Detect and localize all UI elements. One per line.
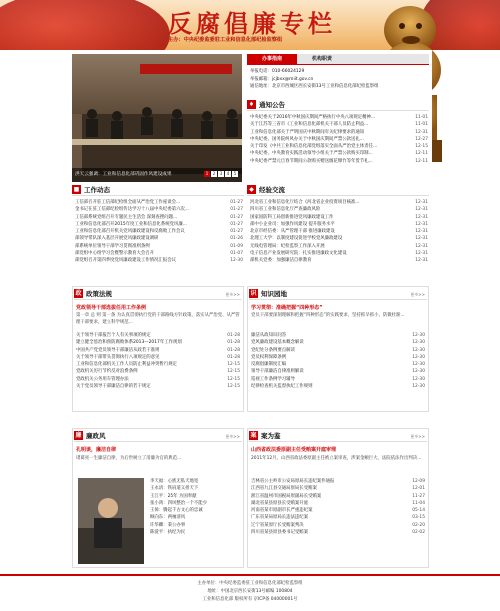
list-item-date: 12-30 — [412, 347, 425, 353]
policy-lead-text: 第一章 总 则 第一条 为认真贯彻执行党的干部路线方针政策，落实从严治党、从严管理干部要求，建立科学规范... — [76, 313, 240, 325]
list-item-date: 12-15 — [227, 369, 240, 375]
list-item-title[interactable]: 部党组召开第四季度党风廉政建设工作情况汇报会议 — [75, 258, 176, 264]
list-item-date: 12-31 — [415, 236, 428, 242]
list-item-date: 01-27 — [230, 221, 243, 227]
list-item-title[interactable]: 部领导带队深入基层开展党风廉政建设调研 — [75, 236, 159, 242]
list-item-title[interactable]: 金书记在驻工信部纪检组传达学习十八届中央纪委第六次... — [75, 207, 189, 213]
list-item-date: 01-09 — [230, 243, 243, 249]
list-item-date: 01-27 — [230, 200, 243, 205]
list-item[interactable] — [76, 339, 240, 346]
knowledge-lead-text: 党员干部要深刻理解和把握“四种形态”的实践要求，坚持抓早抓小，防微杜渐... — [251, 313, 405, 318]
slideshow-caption[interactable]: 洪天云强调：工业和信息化部巩固作风建设成果 1 2 3 4 5 — [72, 168, 242, 182]
list-item-date: 05-14 — [412, 508, 425, 514]
list-item[interactable] — [75, 214, 243, 221]
list-item-date: 01-28 — [227, 340, 240, 346]
footer-copyright: 工业和信息化部 版权所有 京ICP备 04000001号 — [202, 597, 298, 602]
list-item-title[interactable]: 河南省某市原副市长严重违纪案 — [251, 508, 313, 514]
list-item-title[interactable]: 顾向东：两袖清风 — [150, 515, 186, 521]
list-item-date: 12-15 — [415, 144, 428, 150]
footer-address: 地址：中国北京西长安街13号邮编 100804 — [207, 589, 293, 594]
list-item[interactable] — [75, 250, 243, 257]
list-item[interactable] — [150, 493, 242, 500]
list-item-title[interactable]: 关于领导干部带头贯彻执行八项规定的意见 — [76, 354, 160, 360]
list-item-title[interactable]: 关于印发《中共工业和信息化部党组落实全面从严治党主体责任... — [250, 144, 378, 150]
list-item[interactable] — [250, 114, 428, 121]
slide-dot[interactable]: 4 — [226, 171, 230, 176]
list-item[interactable] — [250, 214, 428, 221]
list-item[interactable] — [250, 136, 428, 143]
list-item-title[interactable]: 纪律检查机关监督执纪工作规则 — [251, 384, 313, 390]
list-item[interactable] — [250, 158, 428, 165]
list-item[interactable] — [76, 354, 240, 361]
list-item-date: 12-30 — [230, 258, 243, 264]
list-item-title[interactable]: 陈爱平：执纪为民 — [150, 530, 186, 536]
cases-list — [251, 478, 425, 536]
work-header — [72, 184, 244, 196]
list-item[interactable] — [150, 485, 242, 492]
news-icon: ■ — [73, 186, 80, 193]
list-item-date: 12-11 — [415, 158, 428, 164]
list-item-title[interactable]: 国家国防科工局创新推进党风廉政建设工作 — [250, 214, 334, 220]
list-item[interactable] — [251, 493, 425, 500]
list-item-date: 12-31 — [415, 129, 428, 135]
list-item[interactable] — [150, 522, 242, 529]
list-item[interactable] — [75, 235, 243, 242]
list-item-date: 03-15 — [412, 515, 425, 521]
list-item-title[interactable]: 党纪处分条例要点解读 — [251, 347, 295, 353]
list-item[interactable] — [150, 529, 242, 536]
list-item[interactable] — [250, 235, 428, 242]
gavel-icon: 案 — [250, 432, 257, 439]
list-item[interactable] — [250, 199, 428, 206]
list-item-date: 12-01 — [412, 486, 425, 492]
list-item-date: 11-27 — [412, 493, 425, 499]
list-item-title[interactable]: 北京市经信委：从严管理干部 推进廉政建设 — [250, 229, 335, 235]
culture-lead-title[interactable]: 孔明谈，廉洁自律 — [76, 447, 117, 453]
list-item[interactable] — [251, 354, 425, 361]
list-item-title[interactable]: 李天福：心底无私天地宽 — [150, 479, 199, 484]
list-item-title[interactable]: 江西省九江县交通局原局长受贿案 — [251, 486, 317, 492]
list-item[interactable] — [251, 514, 425, 521]
list-item[interactable] — [75, 206, 243, 213]
list-item[interactable] — [251, 529, 425, 536]
list-item-title[interactable]: 王江平：25年 为国奉献 — [150, 493, 197, 499]
list-item[interactable] — [250, 243, 428, 250]
list-item-date: 12-30 — [412, 384, 425, 390]
culture-list — [150, 478, 242, 536]
notice-title: 通知公告 — [259, 101, 285, 109]
list-item-date: 12-30 — [412, 369, 425, 375]
contact-address: 通信地址：北京市西城区西长安街13号工业和信息化部纪检监察组 — [250, 84, 379, 89]
list-item-title[interactable]: 浙江省温州市国税局原副局长受贿案 — [251, 493, 322, 499]
list-item-date: 12-15 — [227, 376, 240, 382]
list-item[interactable] — [150, 507, 242, 514]
list-item-date: 12-15 — [227, 362, 240, 368]
list-item[interactable] — [250, 129, 428, 136]
cases-lead-text: 2011年12月，山西省政法委原副主任被立案审查，涉案金额巨大，法院依法作出判决... — [251, 456, 422, 461]
knowledge-list — [251, 332, 425, 390]
list-item-title[interactable]: 四川省工业和信息化厅严查廉政风险 — [250, 207, 321, 213]
list-item-title[interactable]: 工业和信息化部召开2015年度工业和信息化系统党风廉... — [75, 221, 187, 227]
contact-info — [250, 68, 430, 91]
list-item-title[interactable]: 王倬：腾起千古文心的忠诚 — [150, 508, 203, 514]
list-item-date: 12-15 — [227, 384, 240, 390]
list-item-title[interactable]: 许华卿：秉公办事 — [150, 522, 186, 528]
list-item-date: 01-07 — [230, 251, 243, 257]
list-item[interactable] — [251, 376, 425, 383]
list-item-date: 01-28 — [227, 354, 240, 360]
list-item-title[interactable]: 电子信息产业发展研究院：扎实推进廉政文化建设 — [250, 251, 347, 257]
list-item[interactable] — [250, 221, 428, 228]
list-item-title[interactable]: 党政机关厉行节约反对浪费条例 — [76, 369, 138, 375]
policy-more-link[interactable]: 更多>> — [225, 292, 240, 297]
list-item-date: 12-30 — [412, 376, 425, 382]
list-item[interactable] — [250, 250, 428, 257]
list-item-title[interactable]: 无线电管理局：纪检监察工作深入开展 — [250, 243, 325, 249]
list-item-date: 11-04 — [412, 500, 425, 506]
news-slideshow[interactable] — [72, 54, 242, 182]
portrait-photo[interactable] — [78, 478, 144, 564]
meeting-photo — [72, 94, 242, 164]
list-item[interactable] — [250, 150, 428, 157]
list-item-title[interactable]: 领导干部廉洁自律准则解读 — [251, 369, 304, 375]
list-item-title[interactable]: 中央纪委、国务院纠风办关于中秋国庆期间严禁公款送礼... — [250, 136, 364, 142]
list-item-title[interactable]: 关于江苏等三省市《工业和信息化部机关干部人员防止利益... — [250, 122, 369, 128]
list-item-title[interactable]: 关于领导干部报告个人有关事项的规定 — [76, 333, 151, 338]
list-item[interactable] — [251, 383, 425, 390]
list-item-title[interactable]: 党政机关公务用车管理办法 — [76, 376, 129, 382]
page-title: 反腐倡廉专栏 — [168, 9, 336, 38]
list-item-date: 12-31 — [415, 221, 428, 227]
page-subtitle: 主办：中央纪委监委驻工业和信息化部纪检监察组 — [168, 37, 283, 43]
list-item-title[interactable]: 部系统单位领导干部学习贯彻准则条例 — [75, 243, 150, 249]
list-item-title[interactable]: 工业和信息化部关于严明国庆中秋期间有关纪律要求的通知 — [250, 129, 365, 135]
list-item-title[interactable]: 工信部系统党组召开专题民主生活会 深刻查摆问题... — [75, 214, 178, 220]
list-item[interactable] — [75, 228, 243, 235]
list-item-title[interactable]: 工业和信息化部召开机关党风廉政建设和反腐败工作会议 — [75, 229, 185, 235]
list-item[interactable] — [251, 347, 425, 354]
policy-header — [74, 288, 242, 300]
list-item-date: 12-30 — [412, 340, 425, 346]
knowledge-header — [249, 288, 427, 300]
list-item[interactable] — [76, 368, 240, 375]
tab-duties[interactable]: 机构职责 — [311, 56, 332, 62]
list-item[interactable] — [76, 361, 240, 368]
list-item-date: 12-31 — [415, 200, 428, 205]
list-item-title[interactable]: 关于党员领导干部廉洁自律的若干规定 — [76, 384, 151, 390]
cases-header — [249, 430, 427, 442]
list-item[interactable] — [76, 332, 240, 339]
list-item[interactable] — [75, 199, 243, 206]
cases-title: 案为鉴 — [261, 432, 281, 440]
list-item[interactable] — [76, 383, 240, 390]
list-item-date: 12-30 — [412, 362, 425, 368]
list-item-date: 01-28 — [227, 347, 240, 353]
culture-title: 廉政风 — [86, 432, 106, 440]
notice-header — [247, 99, 429, 111]
list-item-title[interactable]: 工信部召开驻工信部纪检组全面从严治党工作座谈会... — [75, 200, 181, 205]
list-item-date: 01-27 — [230, 229, 243, 235]
contact-email[interactable]: 举报邮箱：jcjbxx@miit.gov.cn — [250, 76, 314, 82]
notice-list — [250, 114, 428, 165]
list-item[interactable] — [250, 121, 428, 128]
list-item[interactable] — [76, 347, 240, 354]
list-item-date: 11-01 — [415, 122, 428, 128]
list-item-title[interactable]: 张小鸿：四风整治一个不能少 — [150, 500, 208, 506]
knowledge-lead-title[interactable]: 学习贯彻：准确把握“四种形态” — [251, 305, 323, 311]
list-item-title[interactable]: 北理工大学：以制度建设促进学校党风廉政建设 — [250, 236, 343, 242]
list-item-title[interactable]: 中央纪委关于2016年中秋国庆期间严格执行中央八项规定精神... — [250, 115, 376, 120]
list-item[interactable] — [251, 332, 425, 339]
footer — [0, 574, 500, 611]
list-item-title[interactable]: 河北省工业和信息化厅结合《河北省企业投资项目核准... — [250, 200, 360, 205]
list-item-title[interactable]: 中央纪委、中央教育实践活动领导小组关于严禁公款购买印制... — [250, 151, 373, 157]
contact-phone: 举报电话：010-66024129 — [250, 69, 305, 74]
exchange-list — [250, 199, 428, 265]
work-list — [75, 199, 243, 265]
list-item-date: 12-31 — [415, 251, 428, 257]
list-item[interactable] — [75, 243, 243, 250]
list-item-date: 12-31 — [415, 229, 428, 235]
slide-dot[interactable]: 3 — [219, 171, 223, 176]
list-item-title[interactable]: 中国共产党党员领导干部廉洁从政若干准则 — [76, 347, 160, 353]
footer-sponsor: 主办单位：中央纪委监委驻工业和信息化部纪检监察组 — [197, 581, 303, 586]
list-item[interactable] — [150, 514, 242, 521]
slideshow-pager[interactable] — [204, 171, 238, 177]
list-item[interactable] — [150, 500, 242, 507]
list-item-title[interactable]: 党风廉政建设基本概念解读 — [251, 340, 304, 346]
list-item-date: 11-01 — [415, 115, 428, 120]
list-item-date: 12-31 — [415, 214, 428, 220]
list-item-date: 01-27 — [230, 214, 243, 220]
exchange-header — [247, 184, 429, 196]
policy-list — [76, 332, 240, 390]
culture-lead-text: 诸葛亮一生廉洁自律，为后世树立了清廉为官的典范... — [76, 456, 182, 461]
list-item[interactable] — [75, 257, 243, 264]
list-item-title[interactable]: 四川省某县原县委书记受贿案 — [251, 530, 309, 536]
list-item-date: 02-02 — [412, 530, 425, 536]
list-item-date: 12-27 — [415, 136, 428, 142]
list-item[interactable] — [251, 368, 425, 375]
book-icon: 识 — [250, 290, 257, 297]
list-item[interactable] — [251, 485, 425, 492]
list-item-date: 12-31 — [415, 207, 428, 213]
list-item-title[interactable]: 建立健全惩治和预防腐败体系2013—2017年工作规划 — [76, 340, 182, 346]
knowledge-title: 知识园地 — [261, 290, 287, 298]
culture-more-link[interactable]: 更多>> — [225, 434, 240, 439]
list-item[interactable] — [75, 221, 243, 228]
list-item[interactable] — [251, 478, 425, 485]
list-item-date: 12-30 — [412, 333, 425, 338]
tab-guide[interactable]: 办事指南 — [247, 54, 297, 64]
list-item-title[interactable]: 广东省某局原局长违法违纪案 — [251, 515, 309, 521]
list-item[interactable] — [251, 500, 425, 507]
list-item[interactable] — [251, 507, 425, 514]
list-item-date: 12-09 — [412, 479, 425, 484]
culture-header — [74, 430, 242, 442]
list-item[interactable] — [76, 376, 240, 383]
list-item[interactable] — [250, 257, 428, 264]
list-item-date: 12-11 — [415, 151, 428, 157]
list-item[interactable] — [251, 339, 425, 346]
list-item-date: 01-26 — [230, 236, 243, 242]
slide-dot[interactable]: 1 — [205, 171, 209, 176]
law-icon: 政 — [75, 290, 82, 297]
list-item-title[interactable]: 中央纪委严禁元旦春节期间公款购买赠送烟花爆竹等年货节礼... — [250, 158, 373, 164]
list-item[interactable] — [250, 143, 428, 150]
list-item-date: 01-27 — [230, 207, 243, 213]
cases-more-link[interactable]: 更多>> — [410, 434, 425, 439]
list-item-title[interactable]: 辽宁省某原厅长受贿案判决 — [251, 522, 304, 528]
list-item-title[interactable]: 工业和信息化部机关工作人员防止利益冲突暂行规定 — [76, 362, 177, 368]
exchange-icon: ◆ — [247, 185, 256, 194]
list-item-title[interactable]: 巡视工作条例学习辅导 — [251, 376, 295, 382]
list-item-title[interactable]: 王永清：铁肩道义担天下 — [150, 486, 199, 492]
list-item[interactable] — [250, 206, 428, 213]
list-item-title[interactable]: 部机关党委：加强廉洁自律教育 — [250, 258, 312, 264]
list-item-date: 12-31 — [415, 243, 428, 249]
policy-lead-title[interactable]: 党政领导干部选拔任用工作条例 — [76, 305, 147, 311]
list-item-title[interactable]: 廉洁从政知识问答 — [251, 333, 287, 338]
list-item-date: 01-28 — [227, 333, 240, 338]
list-item[interactable] — [250, 228, 428, 235]
list-item-title[interactable]: 湖北省某县原县长受贿案开庭 — [251, 500, 309, 506]
brush-icon: 廉 — [75, 432, 82, 439]
list-item[interactable] — [251, 361, 425, 368]
cases-lead-title[interactable]: 山西省政法委原副主任受贿案开庭审理 — [251, 447, 337, 453]
list-item-title[interactable]: 吉林省公主岭市公安局原局长违纪案件通报 — [251, 479, 335, 484]
list-item-date: 12-30 — [412, 354, 425, 360]
list-item-title[interactable]: 党员权利保障条例 — [251, 354, 287, 360]
slide-dot[interactable]: 5 — [233, 171, 237, 176]
list-item[interactable] — [251, 522, 425, 529]
list-item-title[interactable]: 部党组中心组学习会暨警示教育大会召开 — [75, 251, 155, 257]
list-item-title[interactable]: 部中小企业司：加强作风建设 提升服务水平 — [250, 221, 335, 227]
exchange-title: 经验交流 — [259, 186, 285, 194]
list-item-date: 02-20 — [412, 522, 425, 528]
list-item-title[interactable]: 反腐倡廉制度汇编 — [251, 362, 287, 368]
list-item[interactable] — [150, 478, 242, 485]
knowledge-more-link[interactable]: 更多>> — [410, 292, 425, 297]
work-title: 工作动态 — [84, 186, 110, 194]
info-tabs — [247, 54, 429, 65]
list-item-date: 12-31 — [415, 258, 428, 264]
policy-title: 政策法规 — [86, 290, 112, 298]
bell-icon: ♦ — [248, 101, 255, 108]
slide-dot[interactable]: 2 — [212, 171, 216, 176]
